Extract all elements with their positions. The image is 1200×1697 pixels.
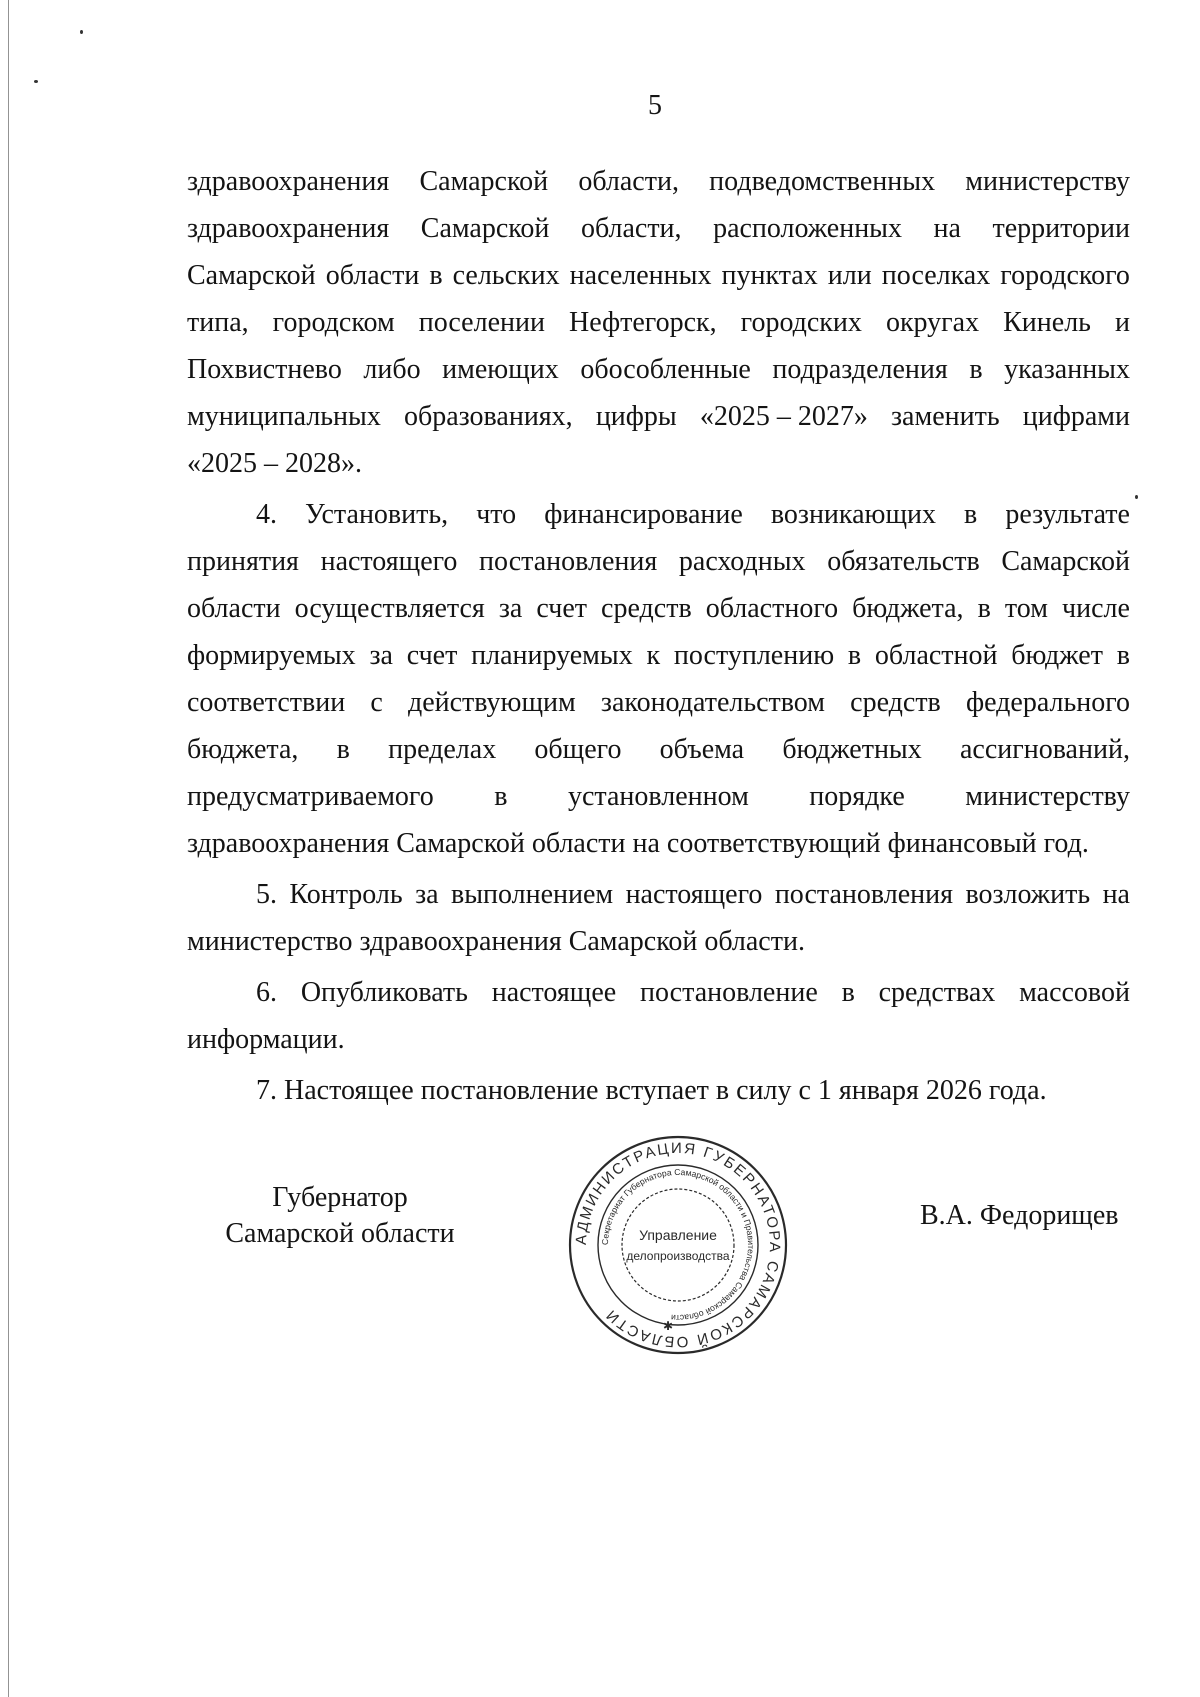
text-word: округах [885, 307, 980, 338]
signatory-position-line1: Губернатор [272, 1182, 408, 1213]
text-word: числе [1062, 593, 1130, 624]
text-line [187, 820, 1130, 867]
text-word: возникающих [770, 499, 936, 530]
text-word: расходных [678, 546, 806, 577]
text-word: муниципальных [187, 401, 381, 432]
paragraph-5 [187, 871, 1130, 965]
text-word: расположенных [713, 213, 902, 244]
text-word: результате [1005, 499, 1130, 530]
text-word: здравоохранения [187, 166, 390, 197]
text-word: постановления [774, 879, 954, 910]
signatory-name: В.А. Федорищев [920, 1200, 1119, 1231]
text-word: ассигнований, [959, 734, 1130, 765]
text-word: за [369, 640, 393, 671]
text-word: Похвистнево [187, 354, 342, 385]
official-stamp [563, 1130, 793, 1360]
text-word: установленном [567, 781, 749, 812]
paragraph-7 [187, 1067, 1130, 1114]
text-word: порядке [809, 781, 905, 812]
text-word: 6. [256, 977, 277, 1008]
text-word: области [325, 260, 420, 291]
stamp-inner-text: Секретариат Губернатора Самарской области и Правительства Самарской области [599, 1166, 757, 1324]
text-word: в [841, 977, 855, 1008]
text-word: в [429, 260, 443, 291]
text-line [187, 538, 1130, 585]
stamp-inner-ring [622, 1189, 734, 1301]
paragraph-continuation [187, 158, 1130, 487]
text-word: населенных [569, 260, 712, 291]
text-word: обособленные [580, 354, 751, 385]
text-word: соответствии [187, 687, 346, 718]
left-border-line [8, 0, 9, 1697]
text-word: принятия [187, 546, 299, 577]
paragraph-6 [187, 969, 1130, 1063]
text-word: средств [850, 687, 941, 718]
text-word: городском [272, 307, 395, 338]
signatory-position [210, 1180, 470, 1252]
text-word: Самарской [420, 213, 550, 244]
text-word: действующим [407, 687, 576, 718]
text-word: возложить [965, 879, 1091, 910]
text-word: здравоохранения [187, 213, 390, 244]
text-word: средств [601, 593, 692, 624]
text-word: массовой [1019, 977, 1130, 1008]
text-word: информации. [187, 1024, 345, 1055]
text-word: к [646, 640, 661, 671]
text-line [187, 969, 1130, 1016]
text-word: и [1114, 307, 1130, 338]
text-word: имеющих [442, 354, 559, 385]
text-word: законодательством [600, 687, 825, 718]
text-word: в [336, 734, 350, 765]
text-line [187, 440, 1130, 487]
text-word: 4. [256, 499, 277, 530]
text-word: том [1004, 593, 1048, 624]
text-word: объема [659, 734, 745, 765]
text-word: предусматриваемого [187, 781, 434, 812]
text-line [187, 1067, 1130, 1114]
text-word: подведомственных [709, 166, 936, 197]
text-word: 5. [256, 879, 277, 910]
text-word: указанных [1004, 354, 1130, 385]
text-line [187, 679, 1130, 726]
text-word: цифры [595, 401, 677, 432]
text-word: либо [363, 354, 421, 385]
text-word: Опубликовать [300, 977, 468, 1008]
svg-text:Секретариат Губернатора Самарс [600, 1167, 756, 1323]
text-word: типа, [187, 307, 249, 338]
text-word: настоящего [320, 546, 458, 577]
text-line [187, 632, 1130, 679]
text-word: планируемых [471, 640, 633, 671]
text-word: цифрами [1022, 401, 1130, 432]
text-line [187, 205, 1130, 252]
text-word: городских [740, 307, 862, 338]
text-word: осуществляется [294, 593, 485, 624]
text-line [187, 1016, 1130, 1063]
text-word: областного [705, 593, 839, 624]
text-word: министерству [965, 166, 1130, 197]
text-word: на [1102, 879, 1130, 910]
text-word: Установить, [305, 499, 449, 530]
text-word: подразделения [772, 354, 948, 385]
text-line [187, 918, 1130, 965]
text-word: с [370, 687, 383, 718]
text-word: поселках [881, 260, 991, 291]
text-word: настоящего [625, 879, 763, 910]
text-line [187, 585, 1130, 632]
text-line [187, 491, 1130, 538]
text-word: или [827, 260, 872, 291]
text-word: министерству [965, 781, 1130, 812]
text-word: Кинель [1003, 307, 1091, 338]
stamp-outer-text: АДМИНИСТРАЦИЯ ГУБЕРНАТОРА САМАРСКОЙ ОБЛАСТИ [572, 1139, 784, 1351]
text-word: «2025 – 2027» [699, 401, 868, 432]
text-word: что [476, 499, 517, 530]
text-word: в [1116, 640, 1130, 671]
text-word: федерального [965, 687, 1130, 718]
text-word: бюджета, [852, 593, 964, 624]
text-word: сельских [452, 260, 560, 291]
text-word: заменить [891, 401, 1000, 432]
document-body [187, 158, 1130, 1114]
text-word: настоящее [491, 977, 617, 1008]
paragraph-4 [187, 491, 1130, 867]
text-word: министерство здравоохранения Самарской области. [187, 926, 805, 957]
text-word: бюджета, [187, 734, 299, 765]
text-word: в [494, 781, 508, 812]
text-word: в [847, 640, 862, 671]
text-word: Самарской [1001, 546, 1130, 577]
text-word: пунктах [721, 260, 818, 291]
text-word: за [415, 879, 439, 910]
text-line [187, 773, 1130, 820]
text-line [187, 252, 1130, 299]
text-word: области [187, 593, 281, 624]
text-word: городского [1000, 260, 1130, 291]
text-word: Нефтегорск, [569, 307, 717, 338]
stamp-center-line2: делопроизводства [626, 1249, 730, 1263]
text-line [187, 871, 1130, 918]
text-word: поселении [418, 307, 545, 338]
text-word: территории [992, 213, 1130, 244]
text-word: области, [578, 166, 679, 197]
text-word: Контроль [289, 879, 403, 910]
text-word: счет [406, 640, 458, 671]
text-word: в [964, 499, 978, 530]
text-word: Самарской [419, 166, 549, 197]
text-word: бюджетных [782, 734, 922, 765]
scan-speck [34, 80, 38, 83]
scan-speck [80, 30, 83, 34]
text-word: «2025 – 2028». [187, 448, 362, 479]
text-word: области, [580, 213, 682, 244]
text-word: поступлению [673, 640, 835, 671]
text-line [187, 299, 1130, 346]
text-word: средствах [878, 977, 996, 1008]
stamp-star-icon: ✱ [663, 1319, 674, 1333]
text-word: счет [536, 593, 587, 624]
text-word: образованиях, [403, 401, 573, 432]
text-word: здравоохранения Самарской области на соответствующий финансовый год. [187, 828, 1089, 859]
text-word: областной [874, 640, 998, 671]
text-word: бюджет [1011, 640, 1103, 671]
text-line [187, 158, 1130, 205]
text-word: Самарской [187, 260, 316, 291]
text-word: пределах [388, 734, 497, 765]
text-word: в [969, 354, 983, 385]
text-word: в [977, 593, 991, 624]
text-word: финансирование [544, 499, 743, 530]
text-word: 7. Настоящее постановление вступает в силу с 1 января 2026 года. [256, 1075, 1047, 1106]
text-line [187, 393, 1130, 440]
text-word: формируемых [187, 640, 356, 671]
stamp-center-line1: Управление [639, 1227, 717, 1243]
text-word: выполнением [450, 879, 614, 910]
text-word: общего [534, 734, 622, 765]
page-number: 5 [648, 90, 662, 121]
text-word: постановления [479, 546, 658, 577]
text-word: за [498, 593, 523, 624]
text-word: на [933, 213, 961, 244]
text-line [187, 726, 1130, 773]
text-word: обязательств [827, 546, 980, 577]
signature-block [0, 1139, 1200, 1400]
text-word: постановление [640, 977, 818, 1008]
text-line [187, 346, 1130, 393]
scan-speck [1135, 495, 1138, 499]
signatory-position-line2: Самарской области [225, 1218, 455, 1249]
